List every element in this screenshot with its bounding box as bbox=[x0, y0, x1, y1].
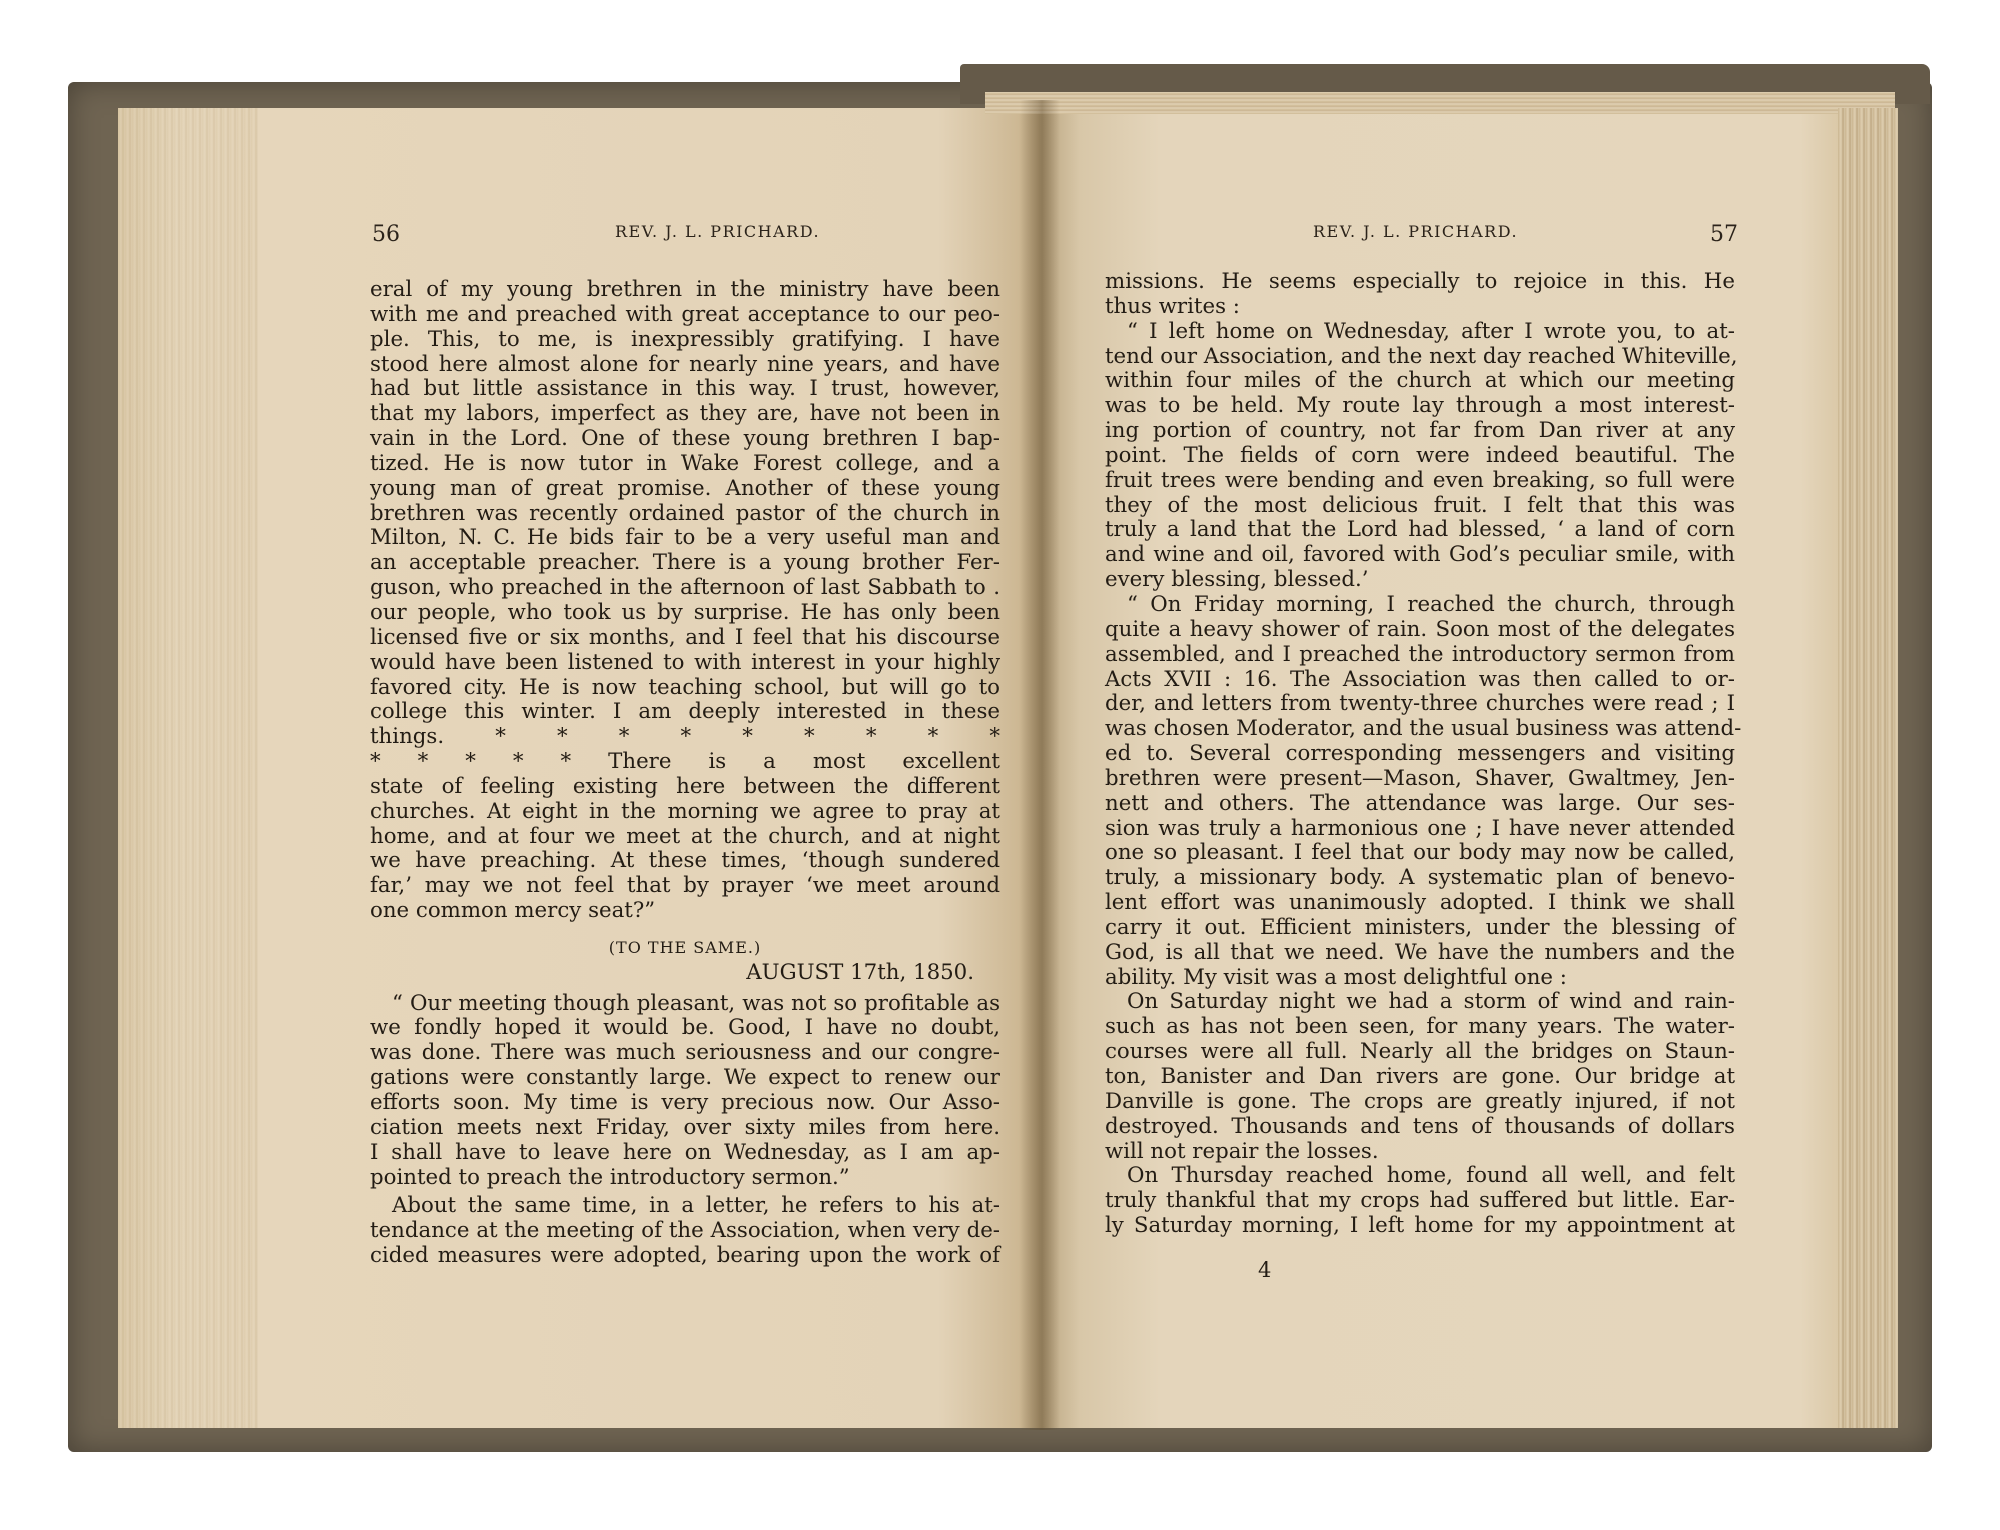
text-line: brethren were present—Mason, Shaver, Gwaltmey, Jen- bbox=[1105, 765, 1735, 791]
right-page-number: 57 bbox=[1710, 222, 1738, 247]
text-line: pointed to preach the introductory sermon.” bbox=[370, 1164, 850, 1190]
text-line: thus writes : bbox=[1105, 293, 1240, 319]
text-line: and wine and oil, favored with God’s peculiar smile, with bbox=[1105, 542, 1735, 568]
text-line: ing portion of country, not far from Dan river at any bbox=[1105, 418, 1735, 444]
text-line: On Saturday night we had a storm of wind and rain- bbox=[1127, 989, 1735, 1015]
book-gutter bbox=[1020, 100, 1060, 1430]
top-page-edges bbox=[985, 92, 1895, 114]
left-page-text bbox=[370, 278, 1000, 1269]
text-line: point. The fields of corn were indeed beautiful. The bbox=[1105, 442, 1735, 468]
text-line: fruit trees were bending and even breaking, so full were bbox=[1105, 467, 1735, 493]
text-line: truly, a missionary body. A systematic plan of benevo- bbox=[1105, 865, 1735, 891]
text-line: was done. There was much seriousness and our congre- bbox=[370, 1040, 1000, 1066]
text-line: will not repair the losses. bbox=[1105, 1138, 1379, 1164]
text-line: efforts soon. My time is very precious now. Our Asso- bbox=[370, 1090, 1000, 1115]
text-line: was to be held. My route lay through a most interest- bbox=[1105, 393, 1735, 419]
text-line: they of the most delicious fruit. I felt that this was bbox=[1105, 492, 1735, 518]
text-line: sion was truly a harmonious one ; I have never attended bbox=[1105, 815, 1735, 841]
text-line: truly thankful that my crops had suffered but little. Ear- bbox=[1105, 1188, 1735, 1214]
text-line: Acts XVII : 16. The Association was then called to or- bbox=[1105, 666, 1735, 692]
text-line: On Thursday reached home, found all well, and felt bbox=[1127, 1163, 1735, 1189]
text-line: nett and others. The attendance was large. Our ses- bbox=[1105, 790, 1735, 816]
text-line: Milton, N. C. He bids fair to be a very useful man and bbox=[370, 525, 1000, 551]
text-line: missions. He seems especially to rejoice in this. He bbox=[1105, 269, 1735, 294]
text-line: stood here almost alone for nearly nine years, and have bbox=[370, 351, 1000, 377]
text-line: God, is all that we need. We have the numbers and the bbox=[1105, 939, 1735, 965]
text-line: der, and letters from twenty-three churches were read ; I bbox=[1105, 691, 1735, 717]
right-page-text bbox=[1105, 269, 1742, 1239]
text-line: such as has not been seen, for many years. The water- bbox=[1105, 1014, 1735, 1040]
text-line: had but little assistance in this way. I trust, however, bbox=[370, 376, 1000, 402]
text-line: that my labors, imperfect as they are, have not been in bbox=[370, 401, 1000, 427]
text-line: ed to. Several corresponding messengers and visiting bbox=[1105, 741, 1735, 767]
text-line: I shall have to leave here on Wednesday, as I am ap- bbox=[370, 1139, 1000, 1165]
left-running-head: REV. J. L. PRICHARD. bbox=[615, 222, 821, 241]
text-line: ability. My visit was a most delightful one : bbox=[1105, 964, 1567, 990]
text-line: “ Our meeting though pleasant, was not so profitable as bbox=[392, 990, 1000, 1016]
right-running-head: REV. J. L. PRICHARD. bbox=[1313, 222, 1519, 241]
text-line: ple. This, to me, is inexpressibly gratifying. I have bbox=[370, 326, 1000, 352]
left-page-edges bbox=[118, 108, 258, 1428]
text-line: was chosen Moderator, and the usual business was attend- bbox=[1105, 716, 1742, 742]
text-line: would have been listened to with interest in your highly bbox=[370, 649, 1000, 675]
text-line: * * * * * There is a most excellent bbox=[370, 749, 1000, 775]
letter-heading: (TO THE SAME.) bbox=[608, 937, 762, 957]
text-line: tendance at the meeting of the Association, when very de- bbox=[370, 1218, 1000, 1244]
text-line: every blessing, blessed.’ bbox=[1105, 567, 1369, 593]
text-line: state of feeling existing here between the different bbox=[370, 773, 1000, 799]
text-line: we fondly hoped it would be. Good, I have no doubt, bbox=[370, 1015, 1000, 1041]
text-line: quite a heavy shower of rain. Soon most of the delegates bbox=[1105, 616, 1735, 642]
text-line: courses were all full. Nearly all the bridges on Staun- bbox=[1105, 1039, 1735, 1065]
text-line: young man of great promise. Another of these young bbox=[370, 475, 1000, 501]
text-line: gations were constantly large. We expect to renew our bbox=[370, 1065, 1000, 1091]
text-line: assembled, and I preached the introductory sermon from bbox=[1105, 641, 1735, 667]
text-line: destroyed. Thousands and tens of thousands of dollars bbox=[1105, 1113, 1735, 1139]
text-line: carry it out. Efficient ministers, under the blessing of bbox=[1105, 914, 1735, 940]
letter-date: AUGUST 17th, 1850. bbox=[746, 959, 974, 985]
text-line: ly Saturday morning, I left home for my appointment at bbox=[1105, 1213, 1735, 1239]
text-line: truly a land that the Lord had blessed, ‘ a land of corn bbox=[1105, 517, 1735, 543]
text-line: an acceptable preacher. There is a young brother Fer- bbox=[370, 550, 1000, 576]
text-line: guson, who preached in the afternoon of last Sabbath to . bbox=[370, 575, 1000, 601]
text-line: Danville is gone. The crops are greatly injured, if not bbox=[1105, 1088, 1735, 1114]
text-line: within four miles of the church at which our meeting bbox=[1105, 368, 1735, 394]
text-line: “ On Friday morning, I reached the church, through bbox=[1127, 591, 1735, 617]
signature-mark: 4 bbox=[1258, 1258, 1272, 1282]
text-line: one common mercy seat?” bbox=[370, 898, 656, 924]
text-line: lent effort was unanimously adopted. I think we shall bbox=[1105, 890, 1735, 916]
text-line: churches. At eight in the morning we agree to pray at bbox=[370, 798, 1000, 824]
text-line: favored city. He is now teaching school, but will go to bbox=[370, 674, 1000, 700]
text-line: brethren was recently ordained pastor of the church in bbox=[370, 500, 1000, 526]
text-line: home, and at four we meet at the church, and at night bbox=[370, 823, 1000, 849]
text-line: our people, who took us by surprise. He has only been bbox=[370, 599, 1000, 625]
text-line: ton, Banister and Dan rivers are gone. Our bridge at bbox=[1105, 1064, 1735, 1089]
text-line: we have preaching. At these times, ‘though sundered bbox=[370, 848, 1000, 874]
text-line: licensed five or six months, and I feel that his discourse bbox=[370, 624, 1000, 650]
text-line: tized. He is now tutor in Wake Forest college, and a bbox=[370, 450, 1000, 476]
left-page-number: 56 bbox=[372, 222, 400, 247]
text-line: college this winter. I am deeply interested in these bbox=[370, 699, 1000, 725]
text-line: things. * * * * * * * * * bbox=[370, 724, 1000, 750]
text-line: one so pleasant. I feel that our body may now be called, bbox=[1105, 840, 1735, 866]
text-line: ciation meets next Friday, over sixty miles from here. bbox=[370, 1114, 1000, 1140]
text-line: eral of my young brethren in the ministry have been bbox=[370, 277, 1000, 302]
text-line: About the same time, in a letter, he refers to his at- bbox=[392, 1193, 1000, 1219]
text-line: “ I left home on Wednesday, after I wrote you, to at- bbox=[1127, 318, 1735, 344]
text-line: with me and preached with great acceptance to our peo- bbox=[370, 301, 1000, 327]
text-line: far,’ may we not feel that by prayer ‘we meet around bbox=[370, 873, 1000, 899]
text-line: vain in the Lord. One of these young brethren I bap- bbox=[370, 426, 1000, 452]
right-page-edges bbox=[1838, 108, 1898, 1428]
text-line: tend our Association, and the next day reached Whiteville, bbox=[1105, 343, 1738, 369]
text-line: cided measures were adopted, bearing upon the work of bbox=[370, 1243, 1000, 1269]
